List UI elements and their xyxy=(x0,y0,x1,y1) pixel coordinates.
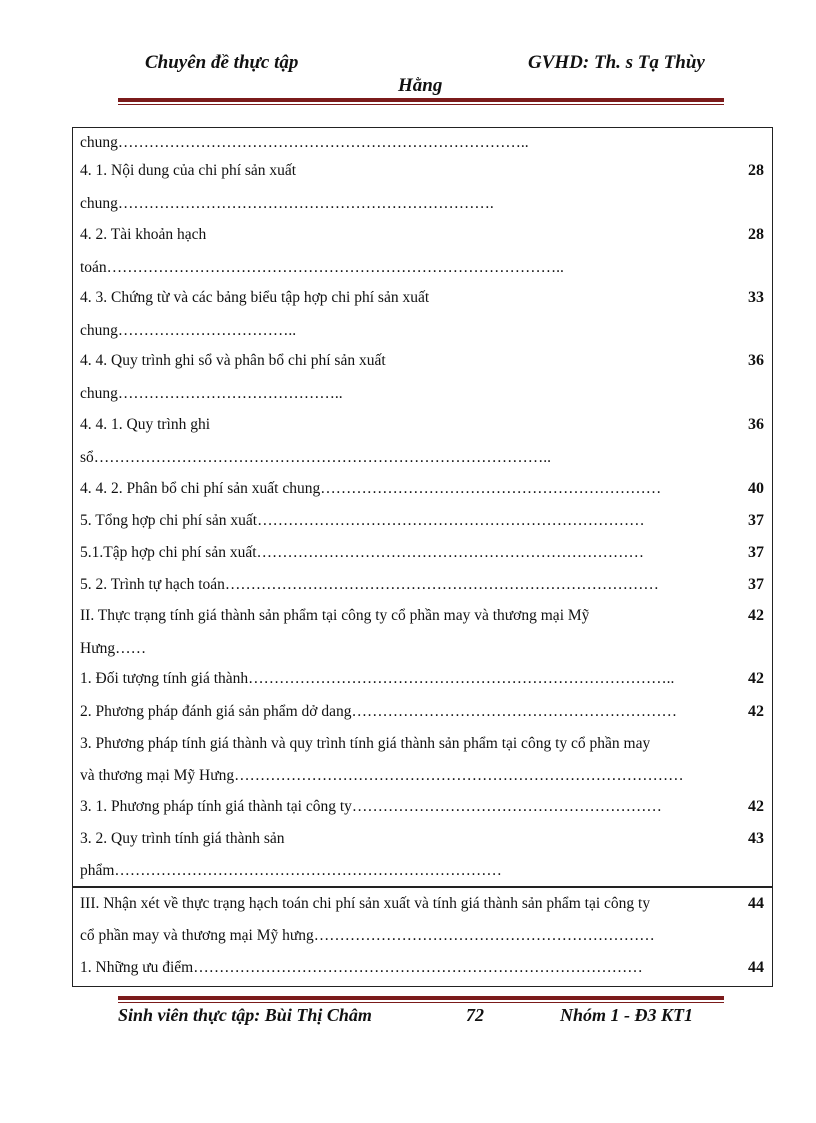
toc-entry-text: 3. 1. Phương pháp tính giá thành tại công ty…………………………………………………… xyxy=(80,798,662,815)
toc-entry-text: chung…………………………………….. xyxy=(80,385,343,402)
toc-entry-text: toán…………………………………………………………………………….. xyxy=(80,259,564,276)
toc-row xyxy=(80,351,764,371)
toc-row xyxy=(80,543,764,563)
toc-row xyxy=(80,861,764,881)
toc-entry-text: Hưng…… xyxy=(80,640,147,657)
toc-row xyxy=(80,415,764,435)
toc-entry-text: 5.1.Tập hợp chi phí sản xuất………………………………………………………………… xyxy=(80,544,645,561)
toc-entry-page: 44 xyxy=(748,959,764,976)
toc-entry-text: sổ…………………………………………………………………………….. xyxy=(80,449,552,466)
header-advisor: GVHD: Th. s Tạ Thùy xyxy=(528,52,705,73)
toc-entry-page: 36 xyxy=(748,352,764,369)
toc-entry-text: 4. 4. 2. Phân bổ chi phí sản xuất chung………………………………………………………… xyxy=(80,480,662,497)
toc-row xyxy=(80,702,764,722)
footer-group: Nhóm 1 - Đ3 KT1 xyxy=(560,1005,694,1025)
toc-entry-text: chung…………………………………………………………………….. xyxy=(80,134,529,151)
footer-page-number: 72 xyxy=(466,1005,484,1025)
toc-entry-text: chung…………………………….. xyxy=(80,322,297,339)
toc-entry-page: 37 xyxy=(748,544,764,561)
toc-entry-page: 44 xyxy=(748,895,764,912)
toc-row xyxy=(80,958,764,978)
toc-row xyxy=(80,511,764,531)
toc-entry-text: cổ phần may và thương mại Mỹ hưng………………………………………………………… xyxy=(80,927,655,944)
toc-entry-text: 1. Đối tượng tính giá thành……………………………………………………………………….. xyxy=(80,670,675,687)
toc-row xyxy=(80,321,764,341)
toc-entry-text: 1. Những ưu điểm…………………………………………………………………………… xyxy=(80,959,643,976)
toc-entry-text: 3. Phương pháp tính giá thành và quy trình tính giá thành sản phẩm tại công ty cổ phần may xyxy=(80,735,651,752)
toc-entry-text: III. Nhận xét về thực trạng hạch toán chi phí sản xuất và tính giá thành sản phẩm tại công ty xyxy=(80,895,651,912)
toc-entry-page: 42 xyxy=(748,798,764,815)
header-rule xyxy=(118,98,724,105)
toc-entry-page: 28 xyxy=(748,162,764,179)
toc-row xyxy=(80,829,764,849)
toc-row xyxy=(80,225,764,245)
toc-row xyxy=(80,669,764,689)
toc-entry-text: và thương mại Mỹ Hưng…………………………………………………………………………… xyxy=(80,767,684,784)
toc-entry-page: 33 xyxy=(748,289,764,306)
toc-entry-text: 4. 4. Quy trình ghi sổ và phân bổ chi phí sản xuất xyxy=(80,352,386,369)
toc-row xyxy=(80,606,764,626)
toc-entry-page: 43 xyxy=(748,830,764,847)
footer-student: Sinh viên thực tập: Bùi Thị Châm xyxy=(118,1005,372,1025)
toc-entry-text: chung………………………………………………………………. xyxy=(80,195,494,212)
toc-entry-page: 36 xyxy=(748,416,764,433)
toc-row xyxy=(80,479,764,499)
toc-entry-text: 4. 3. Chứng từ và các bảng biểu tập hợp chi phí sản xuất xyxy=(80,289,430,306)
toc-section-divider xyxy=(72,886,773,888)
toc-entry-page: 37 xyxy=(748,576,764,593)
toc-row xyxy=(80,797,764,817)
toc-entry-text: 4. 4. 1. Quy trình ghi xyxy=(80,416,211,433)
header-advisor-name: Hằng xyxy=(398,75,443,96)
toc-row xyxy=(80,161,764,181)
toc-row xyxy=(80,575,764,595)
footer-rule xyxy=(118,996,724,1003)
toc-row xyxy=(80,194,764,214)
toc-entry-text: 2. Phương pháp đánh giá sản phẩm dở dang……………………………………………………… xyxy=(80,703,677,720)
toc-row xyxy=(80,734,764,754)
toc-entry-page: 28 xyxy=(748,226,764,243)
toc-row xyxy=(80,133,764,153)
toc-entry-page: 40 xyxy=(748,480,764,497)
toc-row xyxy=(80,766,764,786)
toc-entry-page: 42 xyxy=(748,703,764,720)
toc-entry-page: 37 xyxy=(748,512,764,529)
toc-entry-text: II. Thực trạng tính giá thành sản phẩm tại công ty cổ phần may và thương mại Mỹ xyxy=(80,607,590,624)
toc-entry-text: 4. 1. Nội dung của chi phí sản xuất xyxy=(80,162,297,179)
toc-row xyxy=(80,926,764,946)
toc-row xyxy=(80,639,764,659)
toc-entry-text: 4. 2. Tài khoản hạch xyxy=(80,226,207,243)
toc-entry-text: phẩm………………………………………………………………… xyxy=(80,862,502,879)
header-report-title: Chuyên đề thực tập xyxy=(145,52,299,73)
toc-row xyxy=(80,384,764,404)
toc-row xyxy=(80,894,764,914)
toc-entry-text: 3. 2. Quy trình tính giá thành sản xyxy=(80,830,285,847)
toc-row xyxy=(80,258,764,278)
toc-row xyxy=(80,288,764,308)
toc-entry-text: 5. 2. Trình tự hạch toán………………………………………………………………………… xyxy=(80,576,659,593)
toc-entry-page: 42 xyxy=(748,607,764,624)
toc-row xyxy=(80,448,764,468)
toc-entry-text: 5. Tổng hợp chi phí sản xuất………………………………………………………………… xyxy=(80,512,645,529)
toc-entry-page: 42 xyxy=(748,670,764,687)
